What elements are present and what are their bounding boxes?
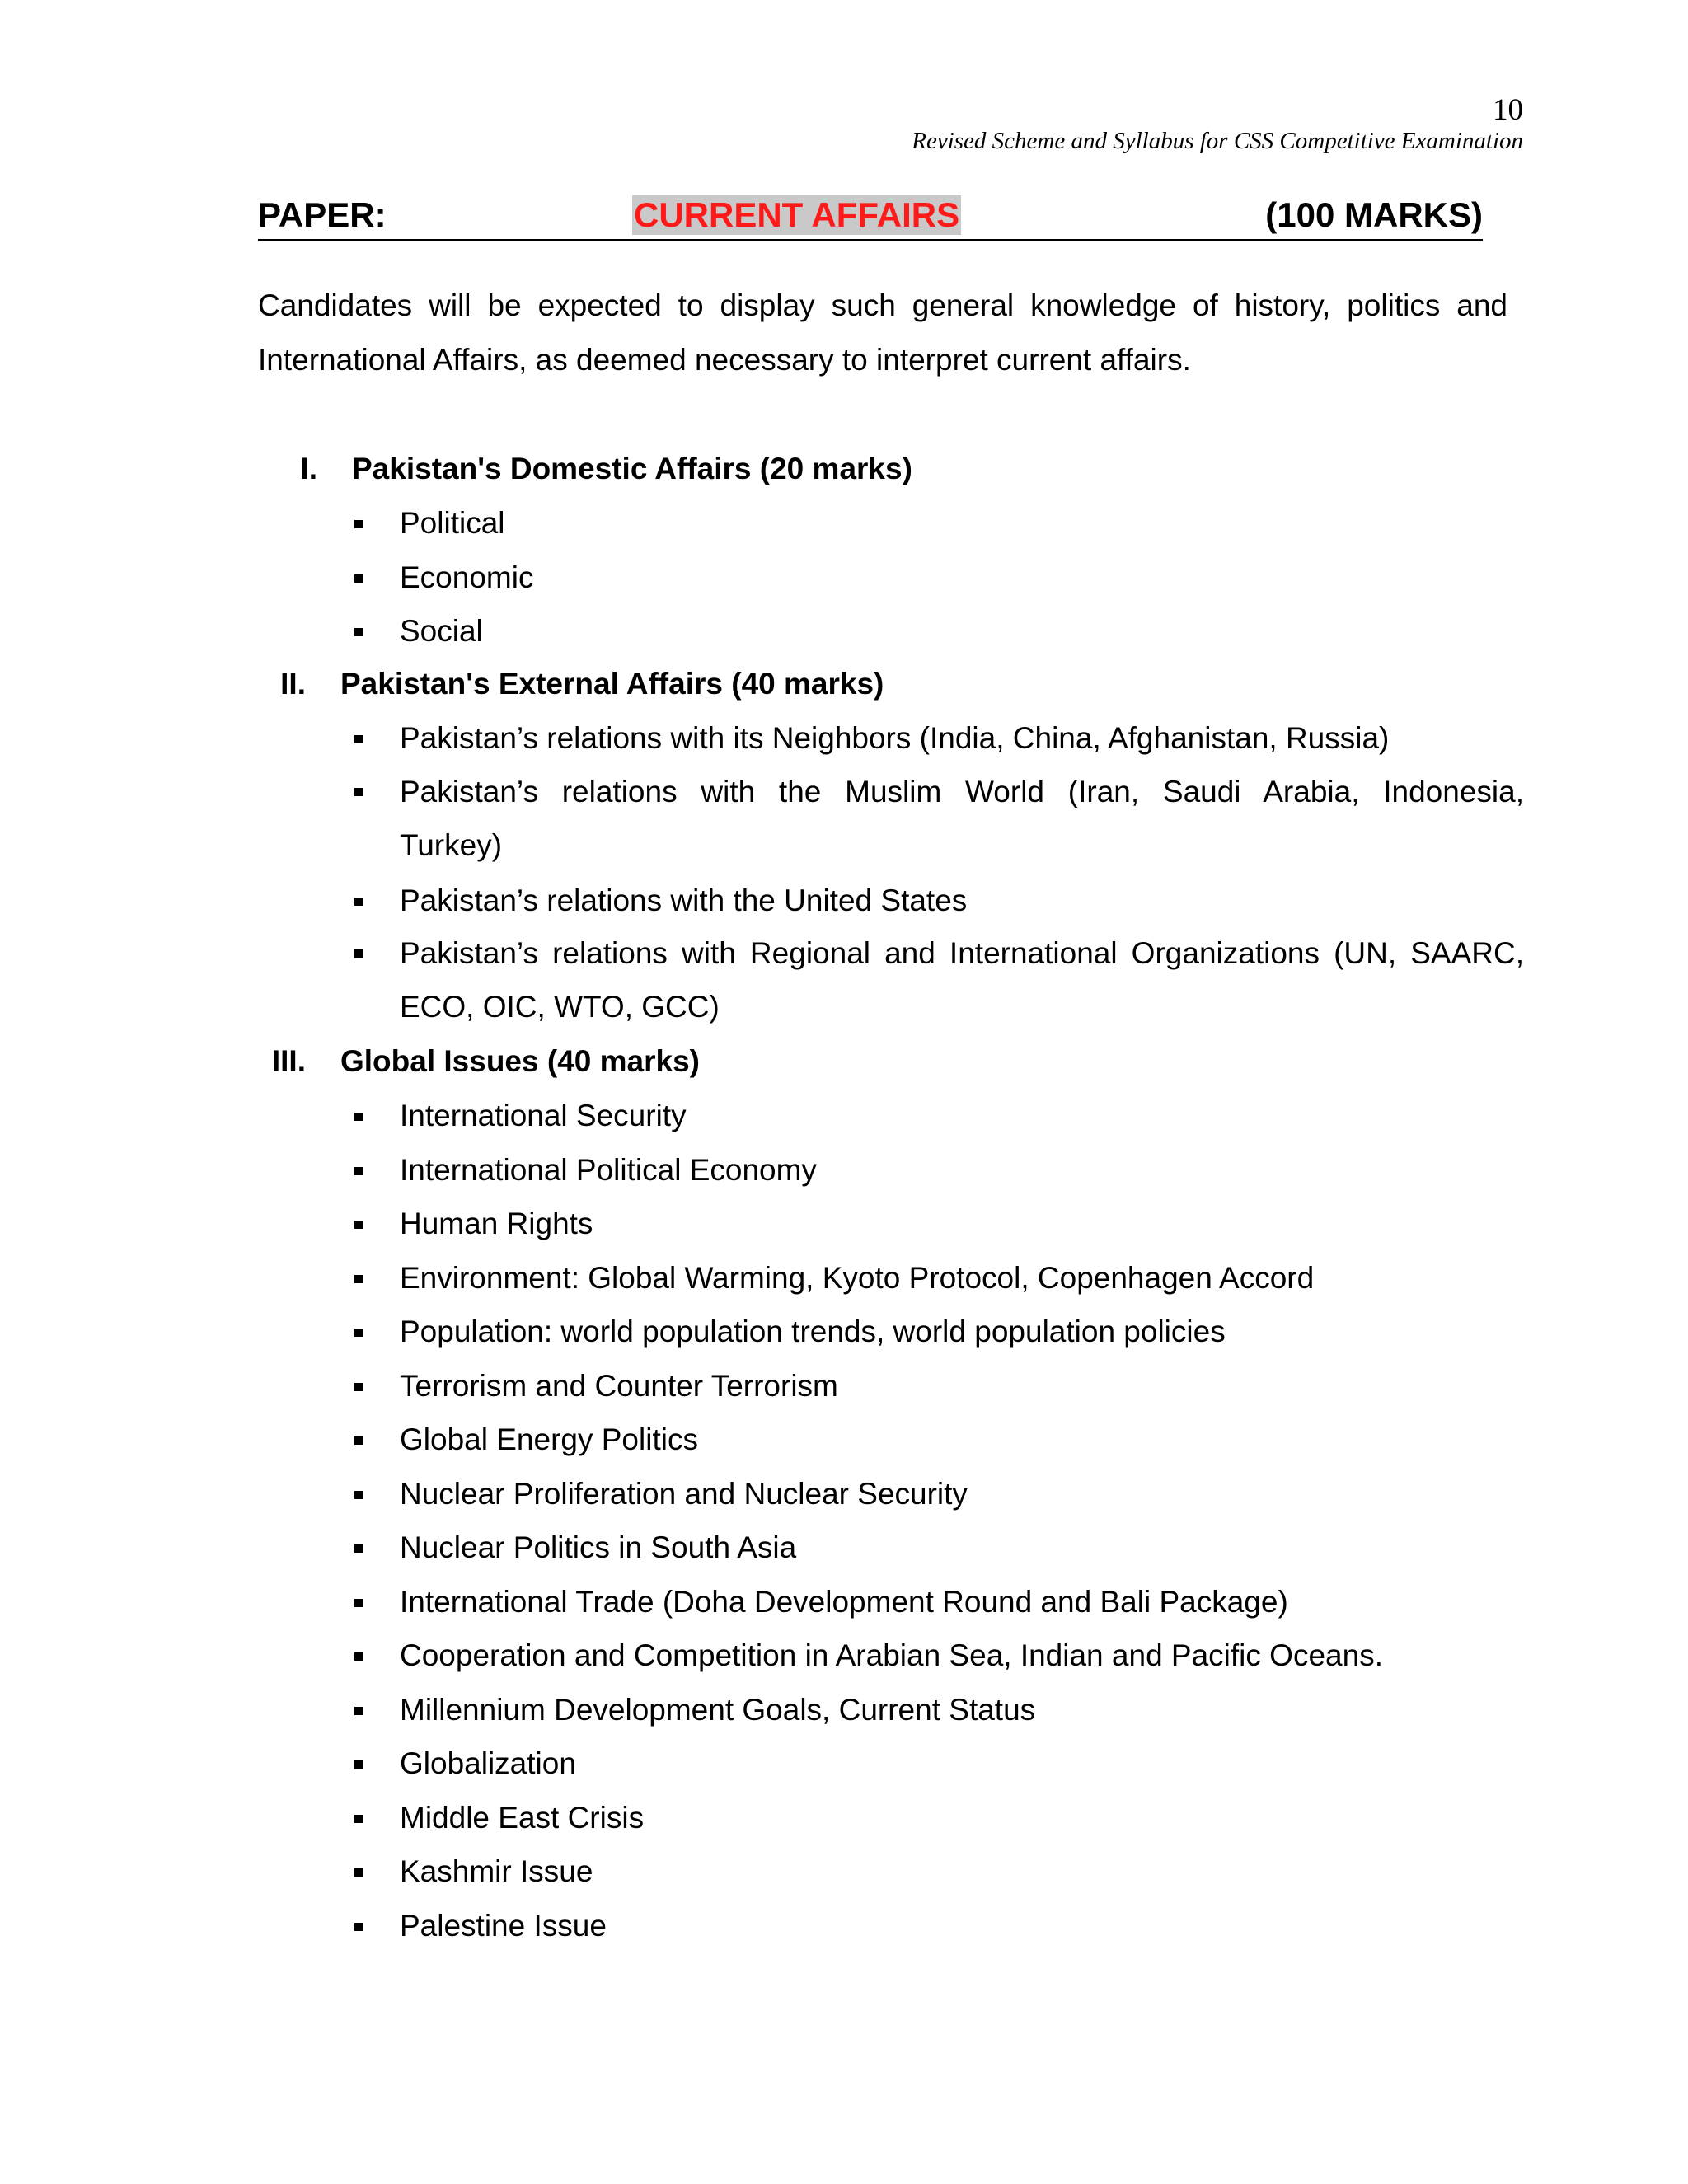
list-item: Cooperation and Competition in Arabian Sea, Indian and Pacific Oceans. [400, 1636, 1524, 1675]
list-item: Nuclear Politics in South Asia [400, 1528, 1524, 1568]
list-item: Pakistan’s relations with the United States [400, 881, 1524, 921]
list-item: Millennium Development Goals, Current Status [400, 1690, 1524, 1730]
section-heading [300, 449, 912, 489]
page-number: 10 [1493, 93, 1523, 127]
list-item-line: Pakistan’s relations with the Muslim World (Iran, Saudi Arabia, Indonesia, [400, 775, 1524, 808]
list-item [400, 926, 1524, 1033]
list-item: Global Energy Politics [400, 1420, 1524, 1460]
list-item: Economic [400, 558, 1524, 598]
list-item-line: ECO, OIC, WTO, GCC) [400, 990, 720, 1024]
list-item: Nuclear Proliferation and Nuclear Security [400, 1474, 1524, 1514]
list-item-line: Turkey) [400, 828, 503, 862]
running-header: Revised Scheme and Syllabus for CSS Competitive Examination [912, 128, 1523, 154]
list-item: Environment: Global Warming, Kyoto Protocol, Copenhagen Accord [400, 1258, 1524, 1298]
list-item: Kashmir Issue [400, 1852, 1524, 1891]
paper-label: PAPER: [258, 195, 387, 234]
list-item: Population: world population trends, world population policies [400, 1312, 1524, 1352]
list-item: Globalization [400, 1744, 1524, 1783]
section-numeral: II. [280, 667, 306, 701]
list-item-line: Pakistan’s relations with Regional and International Organizations (UN, SAARC, [400, 936, 1524, 970]
intro-line-2: International Affairs, as deemed necessary to interpret current affairs. [258, 343, 1191, 377]
list-item: Terrorism and Counter Terrorism [400, 1366, 1524, 1406]
section-numeral: I. [300, 452, 317, 485]
intro-paragraph [258, 279, 1507, 387]
section-numeral: III. [271, 1044, 306, 1078]
paper-title-bar [258, 193, 1483, 241]
section-title: Global Issues (40 marks) [340, 1044, 700, 1078]
list-item: Palestine Issue [400, 1906, 1524, 1946]
list-item: Social [400, 612, 1524, 651]
section-title: Pakistan's Domestic Affairs (20 marks) [352, 452, 912, 485]
list-item: Political [400, 504, 1524, 543]
section-title: Pakistan's External Affairs (40 marks) [340, 667, 884, 701]
list-item: Pakistan’s relations with its Neighbors (India, China, Afghanistan, Russia) [400, 719, 1524, 758]
paper-marks: (100 MARKS) [1265, 195, 1483, 234]
list-item: International Security [400, 1096, 1524, 1136]
list-item: Human Rights [400, 1204, 1524, 1244]
section-heading [280, 664, 884, 704]
section-heading [271, 1042, 700, 1081]
list-item: International Trade (Doha Development Round and Bali Package) [400, 1582, 1524, 1622]
list-item: International Political Economy [400, 1151, 1524, 1190]
list-item [400, 765, 1524, 872]
intro-line-1: Candidates will be expected to display such general knowledge of history, politics and [258, 288, 1507, 322]
list-item: Middle East Crisis [400, 1798, 1524, 1838]
paper-subject: CURRENT AFFAIRS [634, 195, 960, 234]
